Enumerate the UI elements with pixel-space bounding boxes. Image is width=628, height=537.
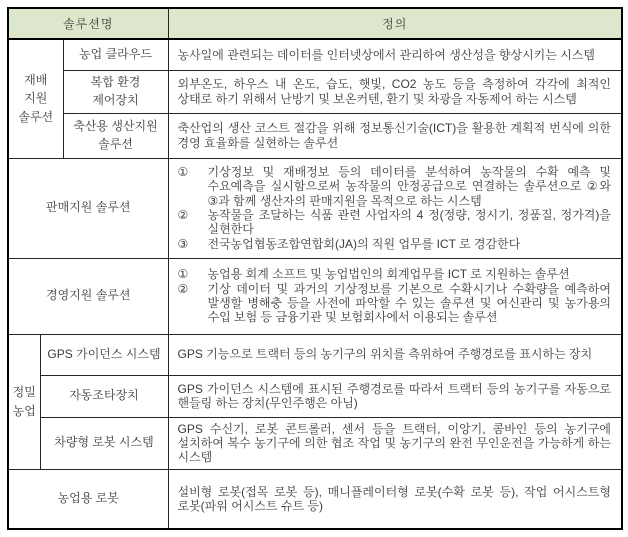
table-row (8, 113, 622, 158)
header-definition: 정의 (168, 8, 622, 39)
item-text: 농작물을 조달하는 식품 관련 사업자의 4 정(정량, 정시기, 정품질, 정가격)을 실현한다 (207, 208, 611, 237)
table-row (8, 70, 622, 113)
solution-name-cell: 판매지원 솔루션 (8, 158, 168, 258)
definition-cell (168, 158, 622, 258)
table-header-row (8, 8, 622, 39)
table-row (8, 469, 622, 529)
header-solution-name: 솔루션명 (8, 8, 168, 39)
definition-cell: 외부온도, 하우스 내 온도, 습도, 햇빛, CO2 농도 등을 측정하여 각각에 최적인 상태로 하기 위해서 난방기 및 보온커텐, 환기 및 차광을 자동제어 하는 시스템 (168, 70, 622, 113)
definition-cell: GPS 수신기, 로봇 콘트롤러, 센서 등을 트랙터, 이앙기, 콤바인 등의 농기구에 설치하여 복수 농기구에 의한 협조 작업 및 농기구의 완전 무인운전을 가능하게 하는 시스템 (168, 417, 622, 469)
solution-name-cell: 경영지원 솔루션 (8, 258, 168, 334)
numbered-item (175, 208, 612, 237)
item-number: ② (177, 208, 189, 222)
numbered-item (175, 237, 612, 251)
definition-cell: GPS 기능으로 트랙터 등의 농기구의 위치를 측위하여 주행경로를 표시하는 장치 (168, 334, 622, 375)
numbered-item (175, 267, 612, 281)
solution-name-cell: 차량형 로봇 시스템 (40, 417, 168, 469)
solution-name-cell: 농업 클라우드 (63, 39, 168, 70)
definition-cell (168, 258, 622, 334)
group-cell-cultivation: 재배 지원 솔루션 (8, 39, 63, 158)
definition-cell: GPS 가이던스 시스템에 표시된 주행경로를 따라서 트랙터 등의 농기구를 자동으로 핸들링 하는 장치(무인주행은 아님) (168, 375, 622, 417)
table-row (8, 158, 622, 258)
table-row (8, 334, 622, 375)
item-text: 기상정보 및 재배정보 등의 데이터를 분석하여 농작물의 수확 예측 및 수요예측을 실시함으로써 농작물의 안정공급으로 연결하는 솔루션으로 ②와 ③과 함께 생산자의 판매지원을 목적으로 하는 시스템 (207, 164, 611, 208)
solution-name-cell: 복합 환경 제어장치 (63, 70, 168, 113)
solution-name-cell: 축산용 생산지원 솔루션 (63, 113, 168, 158)
item-number: ① (177, 267, 189, 282)
numbered-item (175, 282, 612, 325)
item-number: ③ (177, 236, 189, 251)
solution-name-cell: GPS 가이던스 시스템 (40, 334, 168, 375)
definition-cell: 축산업의 생산 코스트 절감을 위해 정보통신기술(ICT)을 활용한 계획적 번식에 의한 경영 효율화를 실현하는 솔루션 (168, 113, 622, 158)
definition-cell: 설비형 로봇(접목 로봇 등), 매니플레이터형 로봇(수확 로봇 등), 작업 어시스트형 로봇(파워 어시스트 슈트 등) (168, 469, 622, 529)
solution-name-cell: 농업용 로봇 (8, 469, 168, 529)
table-row (8, 258, 622, 334)
item-number: ① (177, 164, 189, 179)
group-cell-precision: 정밀 농업 (8, 334, 40, 469)
solution-name-cell: 자동조타장치 (40, 375, 168, 417)
definition-cell: 농사일에 관련되는 데이터를 인터넷상에서 관리하여 생산성을 향상시키는 시스템 (168, 39, 622, 70)
table-row (8, 39, 622, 70)
numbered-item (175, 165, 612, 208)
item-text: 기상 데이터 및 과거의 기상정보를 기본으로 수확시기나 수확량을 예측하여 발생할 병해충 등을 사전에 파악할 수 있는 솔루션 및 여신관리 및 농가용의 수입 보험 등 금융기관 및 보험회사에서 이용되는 솔루션 (207, 281, 611, 325)
item-text: 전국농업협동조합연합회(JA)의 직원 업무를 ICT 로 경감한다 (207, 236, 521, 251)
table-row (8, 417, 622, 469)
solutions-table (7, 7, 623, 530)
table-row (8, 375, 622, 417)
item-text: 농업용 회계 소프트 및 농업법인의 회계업무를 ICT 로 지원하는 솔루션 (207, 267, 570, 282)
item-number: ② (177, 281, 189, 296)
